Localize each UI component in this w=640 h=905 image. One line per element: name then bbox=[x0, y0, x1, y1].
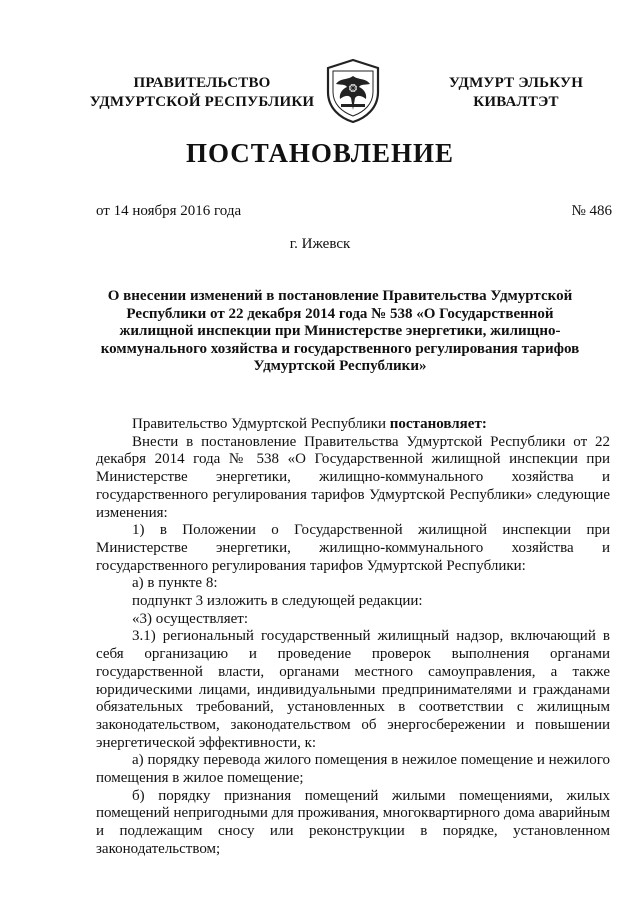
body-paragraph-4: а) в пункте 8: bbox=[132, 575, 218, 592]
body-paragraph-8: а) порядку перевода жилого помещения в нежилое помещение и нежилого помещения в жилое помещение; bbox=[96, 752, 610, 787]
document-subject: О внесении изменений в постановление Правительства Удмуртской Республики от 22 декабря 2014 года № 538 «О Государственной жилищной инспекции при Министерстве энергетики, жилищно-коммунального хозяйства и государственного регулирования тарифов Удмуртской Республики» bbox=[100, 288, 580, 374]
body-paragraph-5: подпункт 3 изложить в следующей редакции: bbox=[132, 593, 423, 610]
body-paragraph-2: Внести в постановление Правительства Удмуртской Республики от 22 декабря 2014 года № 538 «О Государственной жилищной инспекции при Министерстве энергетики, жилищно-коммунального хозяйства и государственного регулирования тарифов Удмуртской Республики» следующие изменения: bbox=[96, 433, 610, 521]
body-paragraph-7: 3.1) региональный государственный жилищный надзор, включающий в себя организацию и проведение проверок выполнения органами государственной власти, органами местного самоуправления, а также юридическими лицами, индивидуальными предпринимателями и гражданами обязательных требований, установленных в соответствии с жилищным законодательством, законодательством об энергосбережении и повышении энергетической эффективности, к: bbox=[96, 628, 610, 751]
body-p1-plain: Правительство Удмуртской Республики bbox=[132, 416, 390, 432]
government-name-line2: УДМУРТСКОЙ РЕСПУБЛИКИ bbox=[89, 94, 315, 110]
body-paragraph-3: 1) в Положении о Государственной жилищной инспекции при Министерстве энергетики, жилищно-коммунального хозяйства и государственного регулирования тарифов Удмуртской Республики: bbox=[96, 522, 610, 574]
document-body bbox=[96, 416, 610, 859]
body-paragraph-9: б) порядку признания помещений жилыми помещениями, жилых помещений непригодными для проживания, многоквартирного дома аварийным и подлежащим сносу или реконструкции в порядке, установленном законодательством; bbox=[96, 787, 610, 857]
udmurt-coat-of-arms-icon bbox=[324, 58, 382, 124]
document-date: от 14 ноября 2016 года bbox=[96, 203, 242, 219]
document-title: ПОСТАНОВЛЕНИЕ bbox=[185, 138, 455, 168]
government-name-line1: ПРАВИТЕЛЬСТВО bbox=[133, 75, 271, 91]
government-name-udmurt-line2: КИВАЛТЭТ bbox=[473, 94, 559, 110]
body-p1-bold: постановляет: bbox=[389, 416, 487, 432]
government-name-udmurt-line1: УДМУРТ ЭЛЬКУН bbox=[448, 75, 584, 91]
government-name-udmurt bbox=[416, 74, 616, 112]
body-paragraph-6: «3) осуществляет: bbox=[132, 610, 249, 627]
document-number: № 486 bbox=[571, 203, 612, 219]
government-name-russian bbox=[82, 74, 322, 112]
body-paragraph-1 bbox=[96, 416, 610, 434]
document-city: г. Ижевск bbox=[289, 236, 351, 252]
